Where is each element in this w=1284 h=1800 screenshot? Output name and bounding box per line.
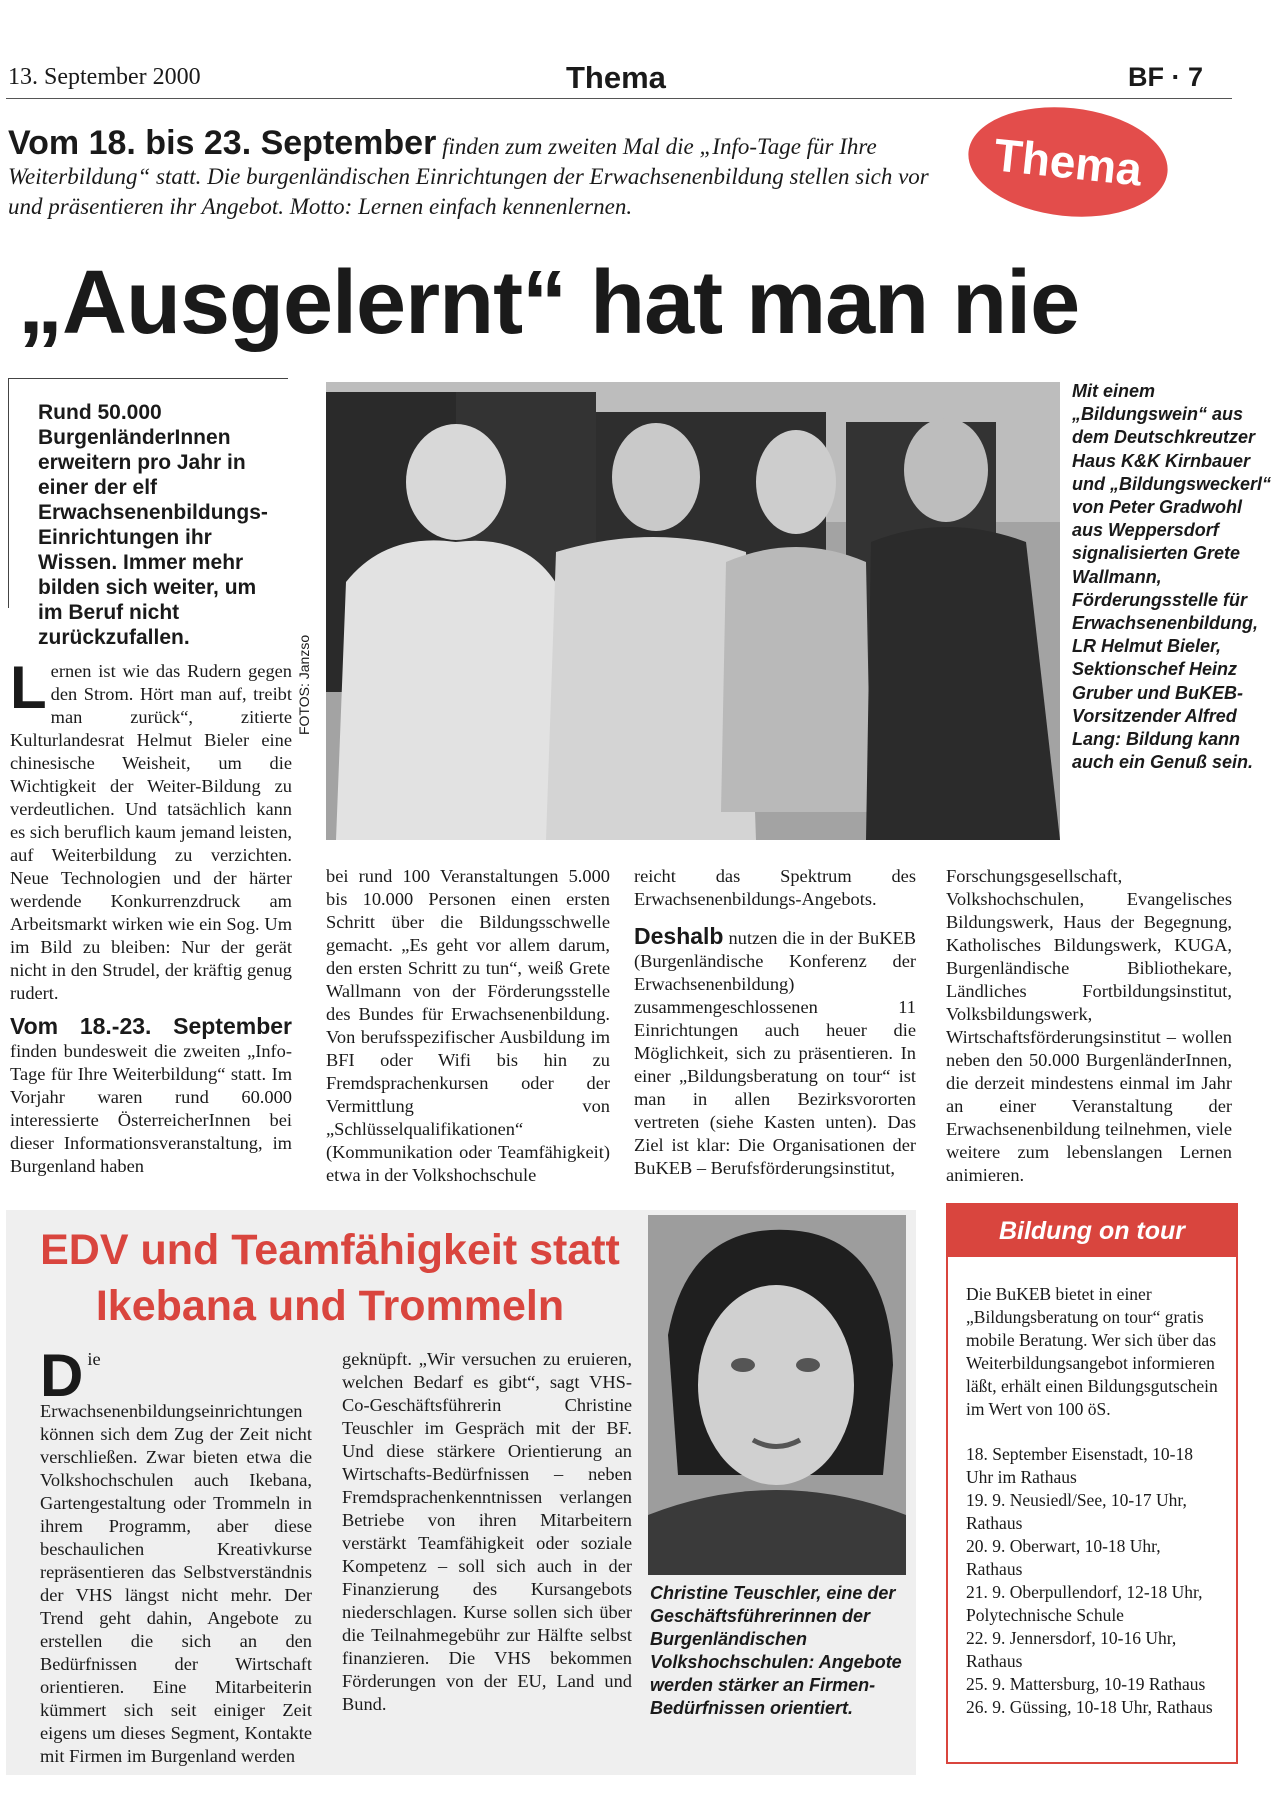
tour-date-item: 25. 9. Mattersburg, 10-19 Rathaus	[966, 1674, 1206, 1694]
intro-text: finden zum zweiten Mal die „Info-Tage für Ihre Weiterbildung“ statt. Die burgenländischen Einrichtungen der Erwachsenenbildung stellen sich vor und präsentieren ihr Angebot. Motto: Lernen einfach kennenlernen.	[8, 134, 929, 219]
portrait-photo-image	[648, 1215, 906, 1575]
sidebar-headline: EDV und Teamfähigkeit statt Ikebana und Trommeln	[40, 1226, 620, 1330]
article-paragraph-1: Lernen ist wie das Rudern gegen den Strom. Hört man auf, treibt man zurück“, zitierte Kulturlandesrat Helmut Bieler eine chinesische Weisheit, um die Wichtigkeit der Weiter-Bildung zu verdeutlichen. Und tatsächlich kann es sich beruflich kaum jemand leisten, auf Weiterbildung zu verzichten. Neue Technologien und der härter werdende Konkurrenzdruck am Arbeitsmarkt wirken wie ein Sog. Um im Bild zu bleiben: Nur der gerät nicht in den Strudel, der kräftig genug rudert.	[10, 654, 292, 1003]
tour-intro: Die BuKEB bietet in einer „Bildungsberatung on tour“ gratis mobile Beratung. Wer sich über das Weiterbildungsangebot informieren läßt, erhält einen Bildungsgutschein im Wert von 100 öS.	[966, 1284, 1218, 1419]
tour-box	[946, 1203, 1238, 1764]
teaser-text: Rund 50.000 BurgenländerInnen erweitern pro Jahr in einer der elf Erwachsenenbildungs-Einrichtungen ihr Wissen. Immer mehr bilden sich weiter, um im Beruf nicht zurückzufallen.	[38, 401, 268, 649]
tour-date-item: 21. 9. Oberpullendorf, 12-18 Uhr, Polytechnische Schule	[966, 1582, 1203, 1625]
article-paragraph-2: Vom 18.-23. September finden bundesweit die zweiten „Info-Tage für Ihre Weiterbildung“ statt. Im Vorjahr waren rund 60.000 interessierte ÖsterreicherInnen bei dieser Informationsveranstaltung, im Burgenland haben	[10, 1013, 292, 1176]
article-paragraph-5: Deshalb nutzen die in der BuKEB (Burgenländische Konferenz der Erwachsenenbildung) zusammengeschlossenen 11 Einrichtungen auch heuer die Möglichkeit, sich zu präsentieren. In einer „Bildungsberatung on tour“ ist man in allen Bezirksvororten vertreten (siehe Kasten unten). Das Ziel ist klar: Die Organisationen der BuKEB – Berufsförderungsinstitut,	[634, 923, 916, 1178]
article-lead-in-date: Vom 18.-23. September	[10, 1013, 292, 1039]
article-column-4: Forschungsgesellschaft, Volkshochschulen, Evangelisches Bildungswerk, Haus der Begegnung, Katholisches Bildungswerk, KUGA, Burgenländische Bibliothekare, Ländliches Fortbildungsinstitut, Volksbildungswerk, Wirtschaftsförderungsinstitut – wollen neben den 50.000 BurgenländerInnen, die derzeit mindestens einmal im Jahr an einer Veranstaltung der Erwachsenenbildung teilnehmen, viele weitere zum lebenslangen Lernen animieren.	[946, 866, 1232, 1185]
intro-paragraph	[8, 124, 958, 222]
tour-date-item: 22. 9. Jennersdorf, 10-16 Uhr, Rathaus	[966, 1628, 1177, 1671]
group-photo	[326, 382, 1060, 840]
article-dropcap: L	[10, 654, 47, 721]
thema-badge-label: Thema	[991, 128, 1145, 196]
tour-date-item: 19. 9. Neusiedl/See, 10-17 Uhr, Rathaus	[966, 1490, 1187, 1533]
main-headline: „Ausgelernt“ hat man nie	[18, 253, 1080, 353]
tour-date-item: 18. September Eisenstadt, 10-18 Uhr im Rathaus	[966, 1444, 1193, 1487]
portrait-photo	[648, 1215, 906, 1575]
tour-box-title: Bildung on tour	[948, 1205, 1236, 1257]
teaser-side-rule	[8, 378, 9, 608]
sidebar-column-1: Die Erwachsenenbildungseinrichtungen können sich dem Zug der Zeit nicht verschließen. Zwar bieten etwa die Volkshochschulen auch Ikebana, Gartengestaltung oder Trommeln in ihrem Programm, aber diese beschaulichen Kreativkurse repräsentieren das Selbstverständnis der VHS längst nicht mehr. Der Trend geht dahin, Angebote zu erstellen die sich an den Bedürfnissen der Wirtschaft orientieren. Eine Mitarbeiterin kümmert sich seit einiger Zeit eigens um dieses Segment, Kontakte mit Firmen im Burgenland werden	[40, 1342, 312, 1766]
intro-lead: Vom 18. bis 23. September	[8, 124, 437, 162]
article-paragraph-4: reicht das Spektrum des Erwachsenenbildungs-Angebots.	[634, 866, 916, 909]
group-photo-image	[326, 382, 1060, 840]
tour-date-list	[966, 1443, 1218, 1719]
sidebar-column-2: geknüpft. „Wir versuchen zu eruieren, welchen Bedarf es gibt“, sagt VHS-Co-Geschäftsführerin Christine Teuschler im Gespräch mit der BF. Und diese stärkere Orientierung an Wirtschafts-Bedürfnissen – neben Fremdsprachenkenntnissen verlangen Betriebe von ihren Mitarbeitern verstärkt Teamfähigkeit oder soziale Kompetenz – soll sich auch in der Finanzierung des Kursangebots niederschlagen. Kurse sollen sich über die Teilnahmegebühr zur Hälfte selbst finanzieren. Die VHS bekommen Förderungen von der EU, Land und Bund.	[342, 1349, 632, 1714]
portrait-caption: Christine Teuschler, eine der Geschäftsführerinnen der Burgenländischen Volkshochschulen: Angebote werden stärker an Firmen-Bedürfnissen orientiert.	[650, 1583, 902, 1718]
article-column-3	[634, 865, 916, 1180]
section-title: Thema	[566, 60, 666, 95]
header-rule	[6, 98, 1232, 99]
tour-box-body	[966, 1283, 1218, 1719]
tour-date-item: 20. 9. Oberwart, 10-18 Uhr, Rathaus	[966, 1536, 1161, 1579]
photo-credit: FOTOS: Janzso	[296, 634, 312, 735]
group-photo-caption: Mit einem „Bildungswein“ aus dem Deutschkreutzer Haus K&K Kirnbauer und „Bildungsweckerl“ von Peter Gradwohl aus Weppersdorf signalisierten Grete Wallmann, Förderungsstelle für Erwachsenenbildung, LR Helmut Bieler, Sektionschef Heinz Gruber und BuKEB-Vorsitzender Alfred Lang: Bildung kann auch ein Genuß sein.	[1072, 381, 1272, 773]
article-column-2: bei rund 100 Veranstaltungen 5.000 bis 10.000 Personen einen ersten Schritt über die Bildungsschwelle gemacht. „Es geht vor allem darum, den ersten Schritt zu tun“, weiß Grete Wallmann von der Förderungsstelle des Bundes für Erwachsenenbildung. Von berufsspezifischer Ausbildung im BFI oder Wifi bis hin zu Fremdsprachenkursen oder der Vermittlung von „Schlüsselqualifikationen“ (Kommunikation oder Teamfähigkeit) etwa in der Volkshochschule	[326, 866, 610, 1185]
issue-date: 13. September 2000	[8, 64, 201, 90]
article-column-1	[10, 654, 292, 1178]
thema-badge	[963, 98, 1173, 226]
article-lead-in-deshalb: Deshalb	[634, 923, 724, 949]
page-number: BF · 7	[1128, 62, 1204, 92]
teaser-top-rule	[8, 378, 288, 379]
sidebar-dropcap: D	[40, 1342, 84, 1409]
tour-date-item: 26. 9. Güssing, 10-18 Uhr, Rathaus	[966, 1697, 1213, 1717]
